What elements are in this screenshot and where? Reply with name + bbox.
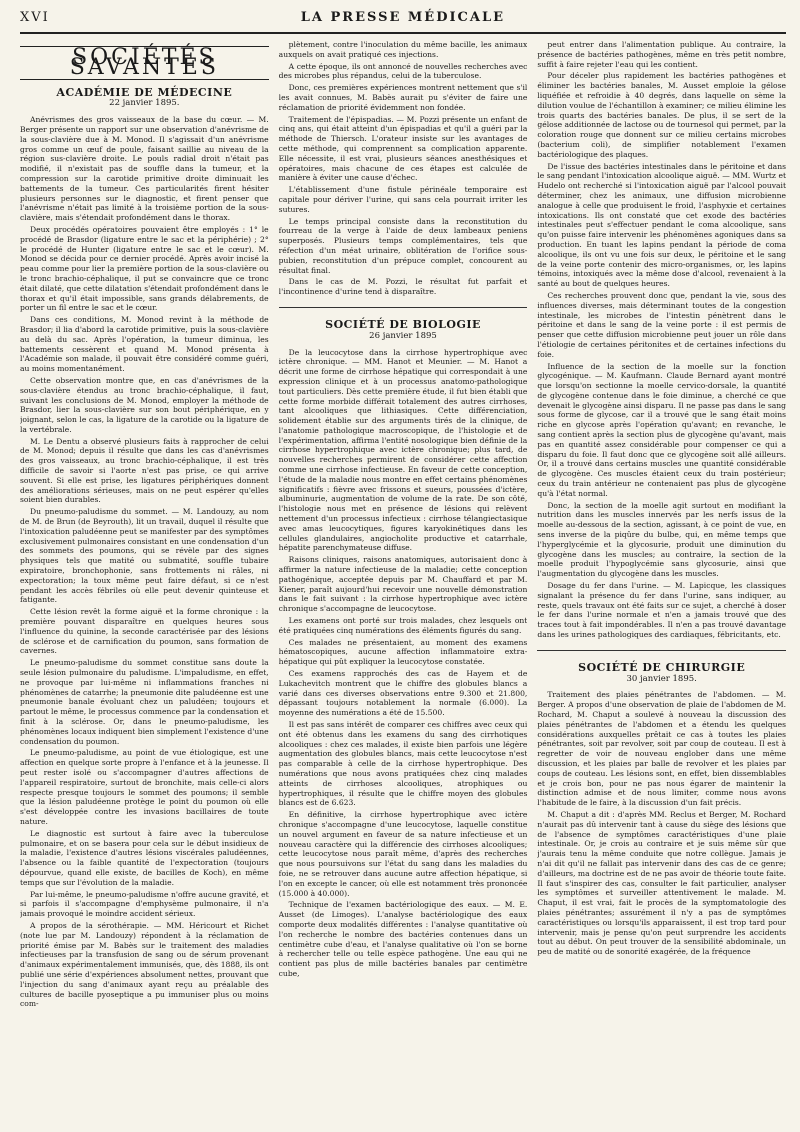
paragraph: M. Le Dentu a observé plusieurs faits à rapprocher de celui de M. Monod; depuis il résulte que dans les cas d'anévrismes des gros vaisseaux, au tronc brachio-céphalique, il est très difficile de savoir si l'aorte n'est pas prise, ce qui arrive souvent. Si elle est prise, les ligatures périphériques donnent des améliorations sérieuses, mais on ne peut espérer qu'elles soient bien durables. [20, 436, 269, 505]
paragraph: Pour déceler plus rapidement les bactéries pathogènes et éliminer les bactéries banales, M. Ausset emploie la gélose liquéfiée et refroidie à 40 degrés, dans laquelle on sème la dilution voulue de l'échantillon à examiner; ce milieu élimine les trois quarts des bactéries banales. De plus, il se sert de la gélose additionnée de lactose ou de tournesol qui permet, par la coloration rouge que donnent sur ce milieu certains microbes (bacterium coli), de simplifier notablement l'examen bactériologique des plaques. [537, 71, 787, 159]
paragraph: A propos de la sérothérapie. — MM. Héricourt et Richet (note lue par M. Landouzy) répondent à la réclamation de priorité émise par M. Babès sur le traitement des maladies infectieuses par la transfusion de sang ou de sérum provenant d'animaux expérimentalement immunisés, que, dès 1888, ils ont publié une série d'expériences absolument nettes, prouvant que l'injection du sang d'animaux ayant reçu au préalable des cultures de bacille pyoseptique a pu immuniser plus ou moins com- [20, 920, 269, 1009]
paragraph: Le pneumo-paludisme du sommet constitue sans doute la seule lésion pulmonaire du paludisme. L'impaludisme, en effet, ne provoque par lui-même ni inflammations franches ni phénomènes de catarrhe; la pneumonie dite paludéenne est une pneumonie banale évoluant chez un paludéen; toujours et partout le même, le processus commence par la condensation et finit à la sclérose. Or, dans le pneumo-paludisme, les phénomènes locaux indiquent bien simplement l'existence d'une condensation du poumon. [20, 658, 269, 746]
page-header [20, 10, 786, 34]
paragraph: Raisons cliniques, raisons anatomiques, autorisaient donc à affirmer la nature infectieuse de la maladie; cette conception pathogénique, acceptée depuis par M. Chauffard et par M. Kiener, paraît aujourd'hui recevoir une nouvelle démonstration dans le fait suivant : la cirrhose hypertrophique avec ictère chronique s'accompagne de leucocytose. [278, 555, 528, 614]
paragraph: Cette observation montre que, en cas d'anévrismes de la sous-clavière étendus au tronc brachio-céphalique, il faut, suivant les conclusions de M. Monod, employer la méthode de Brasdor, lier la sous-clavière sur son bout périphérique, en y joignant, selon le cas, la ligature de la carotide ou la ligature de la vertébrale. [20, 375, 269, 434]
paragraph: Technique de l'examen bactériologique des eaux. — M. E. Ausset (de Limoges). L'analyse bactériologique des eaux comporte deux modalités différentes : l'analyse quantitative où l'on recherche le nombre des bactéries contenues dans un centimètre cube d'eau, et l'analyse qualitative où l'on se borne à rechercher telle ou telle espèce pathogène. Une eau qui ne contient pas plus de mille bactéries banales par centimètre cube, [278, 900, 528, 978]
paragraph: De l'issue des bactéries intestinales dans le péritoine et dans le sang pendant l'intoxication alcoolique aiguë. — MM. Wurtz et Hudelo ont recherché si l'intoxication aiguë par l'alcool pouvait déterminer, chez les animaux, une diffusion microbienne analogue à celle que produisent le froid, l'asphyxie et certaines intoxications. Ils ont constaté que cet exode des bactéries intestinales peut s'effectuer pendant le coma alcoolique, sans qu'on puisse faire intervenir les phénomènes agoniques dans sa production. En tuant les lapins pendant la période de coma alcoolique, ils ont vu une fois sur deux, le péritoine et le sang de la veine porte contenir des micro-organismes, or, les lapins témoins, intoxiqués avec la même dose d'alcool, revenaient à la santé au bout de quelques heures. [537, 161, 787, 289]
academie-body [20, 115, 269, 1009]
biologie-section [279, 307, 528, 979]
chirurgie-section [537, 650, 786, 957]
column-2 [279, 40, 528, 1130]
paragraph: Donc, la section de la moelle agit surtout en modifiant la nutrition dans les muscles innervés par les nerfs issus de la moelle au-dessous de la section, agissant, à ce point de vue, en sens inverse de la piqûre du bulbe, qui, en même temps que l'hyperglycémie et la glycosurie, produit une diminution du glycogène dans les muscles; au contraire, la section de la moelle produit l'hypoglycémie sans glycosurie, ainsi que l'augmentation du glycogène dans les muscles. [537, 500, 787, 579]
paragraph: Du pneumo-paludisme du sommet. — M. Landouzy, au nom de M. de Brun (de Beyrouth), lit un travail, duquel il résulte que l'intoxication paludéenne peut se manifester par des symptômes exclusivement pulmonaires consistant en une condensation d'un des sommets des poumons, qui se révèle par des signes physiques tels que matité ou submatité, souffle tubaire expiratoire, bronchophonie, sans frottements ni râles, ni expectoration; la toux même peut faire défaut, si ce n'est pendant les accès fébriles où elle peut devenir quinteuse et fatigante. [20, 507, 269, 605]
paragraph: Ces recherches prouvent donc que, pendant la vie, sous des influences diverses, mais déterminant toutes de la congestion intestinale, les microbes de l'intestin pénètrent dans le péritoine et dans le sang de la veine porte : il est permis de penser que cette diffusion microbienne peut jouer un rôle dans l'étiologie de certaines péritonites et de certaines infections du foie. [537, 290, 787, 359]
paragraph: Anévrismes des gros vaisseaux de la base du cœur. — M. Berger présente un rapport sur une observation d'anévrisme de la sous-clavière due à M. Monod. Il s'agissait d'un anévrisme gros comme un œuf de poule, faisant saillie au niveau de la région sus-clavière droite. Le pouls radial droit n'était pas modifié, il n'existait pas de souffle dans la tumeur, et la compression sur la carotide primitive droite diminuait les battements de la tumeur. Ces particularités firent hésiter plusieurs personnes sur le diagnostic, et firent penser que l'anévrisme n'était pas limité à la troisième portion de la sous-clavière, mais s'étendait profondément dans le thorax. [20, 115, 269, 223]
paragraph: L'établissement d'une fistule périnéale temporaire est capitale pour dériver l'urine, qui sans cela pourrait irriter les sutures. [278, 185, 528, 214]
journal-title: LA PRESSE MÉDICALE [300, 10, 506, 25]
columns [20, 40, 786, 1130]
main-title: SOCIÉTÉS SAVANTES [20, 46, 269, 80]
page-number: XVI [20, 10, 50, 25]
paragraph: Influence de la section de la moelle sur la fonction glycogénique. — M. Kaufmann. Claude Bernard ayant montré que lorsqu'on sectionne la moelle cervico-dorsale, la quantité de glycogène contenue dans le foie diminue, a cherché ce que devenait le glycogène ainsi disparu. Il ne passe pas dans le sang sous forme de glycose, car il a trouvé que le sang était moins riche en glycose après l'opération qu'avant; en revanche, le sang contient après la section plus de glycogène qu'avant, mais pas en quantité assez considérable pour compenser ce qui a disparu du foie. Il faut donc que ce glycogène soit allé ailleurs. Or, il a trouvé dans certains muscles une quantité considérable de glycogène. Ces muscles étaient ceux du train postérieur; ceux du train antérieur ne contenaient pas plus de glycogène qu'à l'état normal. [537, 361, 787, 498]
paragraph: Cette lésion revêt la forme aiguë et la forme chronique : la première pouvant disparaître en quelques heures sous l'influence du quinine, la seconde caractérisée par des lésions de sclérose et de carnification du poumon, sans formation de cavernes. [20, 607, 269, 656]
paragraph: A cette époque, ils ont annoncé de nouvelles recherches avec des microbes plus répandus, celui de la tuberculose. [278, 61, 528, 81]
paragraph: En définitive, la cirrhose hypertrophique avec ictère chronique s'accompagne d'une leucocytose, laquelle constitue un nouvel argument en faveur de sa nature infectieuse et un nouveau caractère qui la différencie des cirrhoses alcooliques; cette leucocytose nous paraît même, d'après des recherches que nous poursuivons sur l'état du sang dans les maladies du foie, ne se retrouver dans aucune autre affection hépatique, si l'on en excepte le cancer, où elle est notamment très prononcée (15.000 à 40.000). [278, 810, 528, 898]
paragraph: Par lui-même, le pneumo-paludisme n'offre aucune gravité, et si parfois il s'accompagne d'emphysème pulmonaire, il n'a jamais provoqué le moindre accident sérieux. [20, 889, 269, 919]
paragraph: Ces malades ne présentaient, au moment des examens hématoscopiques, aucune affection inflammatoire extra-hépatique qui pût expliquer la leucocytose constatée. [278, 637, 528, 667]
paragraph: Ces examens rapprochés des cas de Hayem et de Lukachevitch montrent que le chiffre des globules blancs a varié dans ces diverses observations entre 9.300 et 21.800, dépassant toujours notablement la normale (6.000). La moyenne des numérations a été de 15.500. [278, 669, 528, 718]
academie-date: 22 janvier 1895. [109, 98, 180, 109]
paragraph: Le diagnostic est surtout à faire avec la tuberculose pulmonaire, et on se basera pour cela sur le début insidieux de la maladie, l'existence d'autres lésions viscérales paludéennes, l'absence ou la faible quantité de l'expectoration (toujours dépourvue, quand elle existe, de bacilles de Koch), en même temps que sur l'évolution de la maladie. [20, 828, 269, 887]
paragraph: M. Chaput a dit : d'après MM. Reclus et Berger, M. Rochard n'aurait pas dû intervenir tant à cause du siège des lésions que de l'absence de symptômes caractéristiques d'une plaie intestinale. Or, je crois au contraire et je suis même sûr que j'aurais tenu la même conduite que notre collègue. Jamais je n'ai dit qu'il ne fallait pas intervenir dans des cas de ce genre; d'ailleurs, ma doctrine est de ne pas avoir de théorie toute faite. Il faut s'inspirer des cas, consulter le fait particulier, analyser les symptômes et surveiller attentivement le malade. M. Chaput, il est vrai, fait le procès de la symptomatologie des plaies pénétrantes; assurément il n'y a pas de symptômes caractéristiques ou lorsqu'ils apparaissent, il est trop tard pour intervenir, mais je pense qu'on peut surprendre les accidents tout au début. On peut trouver de la sensibilité abdominale, un peu de matité ou de sonorité exagérée, de la fréquence [537, 809, 787, 957]
column-1 [20, 40, 269, 1130]
paragraph: Le temps principal consiste dans la reconstitution du fourreau de la verge à l'aide de deux lambeaux peniens superposés. Plusieurs temps complémentaires, tels que réfection d'un méat urinaire, oblitération de l'orifice sous-pubien, reconstitution d'un prépuce complet, concourent au résultat final. [278, 216, 528, 275]
paragraph: Il est pas sans intérêt de comparer ces chiffres avec ceux qui ont été obtenus dans les examens du sang des cirrhotiques alcooliques : chez ces malades, il existe bien parfois une légère augmentation des globules blancs, mais cette leucocytose n'est pas comparable à celle de la cirrhose hypertrophique. Des numérations que nous avons pratiquées chez cinq malades atteints de cirrhoses alcooliques, atrophiques ou hypertrophiques, il résulte que le chiffre moyen des globules blancs est de 6.623. [278, 720, 528, 808]
paragraph: Traitement des plaies pénétrantes de l'abdomen. — M. Berger. A propos d'une observation de plaie de l'abdomen de M. Rochard, M. Chaput a soulevé à nouveau la discussion des plaies pénétrantes de l'abdomen et a étendu les quelques considérations auxquelles prêtait ce cas à toutes les plaies pénétrantes, soit par revolver, soit par coup de couteau. Il est à regretter de voir de nouveau englober dans une même discussion, et les plaies par balle de revolver et les plaies par coups de couteau. Les lésions sont, en effet, bien dissemblables et je crois bon, pour ne pas nous égarer de maintenir la distinction admise et de nous limiter, comme nous avons l'habitude de le faire, à la discussion d'un fait précis. [537, 690, 787, 808]
column-3 [537, 40, 786, 1130]
paragraph: Donc, ces premières expériences montrent nettement que s'il les avait connues, M. Babès aurait pu s'éviter de faire une réclamation de priorité évidemment non fondée. [278, 83, 528, 112]
biologie-heading: SOCIÉTÉ DE BIOLOGIE [325, 317, 481, 331]
paragraph: Dans ces conditions, M. Monod revint à la méthode de Brasdor; il lia d'abord la carotide primitive, puis la sous-clavière au delà du sac. Après l'opération, la tumeur diminua, les battements cessèrent et quand M. Monod présenta à l'Académie son malade, il pouvait être considéré comme guéri, au moins momentanément. [20, 315, 269, 374]
paragraph: plètement, contre l'inoculation du même bacille, les animaux auxquels on avait pratiqué ces injections. [278, 40, 528, 59]
paragraph: peut entrer dans l'alimentation publique. Au contraire, la présence de bactéries pathogènes, même en très petit nombre, suffit à faire rejeter l'eau qui les contient. [537, 40, 787, 69]
paragraph: Dosage du fer dans l'urine. — M. Lapicque, les classiques signalant la présence du fer dans l'urine, sans indiquer, au reste, quels travaux ont été faits sur ce sujet, a cherché à doser le fer dans l'urine normale et n'en a jamais trouvé que des traces tout à fait impondérables. Il n'en a pas trouvé davantage dans les urines pathologiques des cardiaques, fébricitants, etc. [537, 581, 787, 640]
paragraph: Les examens ont porté sur trois malades, chez lesquels ont été pratiquées cinq numérations des éléments figurés du sang. [278, 616, 528, 635]
chirurgie-heading: SOCIÉTÉ DE CHIRURGIE [578, 660, 746, 674]
paragraph: Deux procédés opératoires pouvaient être employés : 1° le procédé de Brasdor (ligature entre le sac et la périphérie) ; 2° le procédé de Hunter (ligature entre le sac et le cœur). M. Monod se décida pour ce dernier procédé. Après avoir incisé la peau comme pour lier la première portion de la sous-clavière ou le tronc brachio-céphalique, il put se convaincre que ce tronc était dilaté, que cette dilatation s'étendait profondément dans le thorax et qu'il était impossible, sans grands délabrements, de porter un fil entre le sac et le cœur. [20, 224, 269, 313]
paragraph: De la leucocytose dans la cirrhose hypertrophique avec ictère chronique. — MM. Hanot et Meunier. — M. Hanot a décrit une forme de cirrhose hépatique qui correspondait à une expression clinique et à un processus anatomo-pathologique tout particuliers. Dès cette première étude, il fut bien établi que cette forme morbide différait totalement des autres cirrhoses, tant alcooliques que lithiasiques. Cette différenciation, solidement établie sur des arguments tirés de la clinique, de l'anatomie pathologique macroscopique, de l'histologie et de l'expérimentation, affirma l'entité nosologique bien définie de la cirrhose hypertrophique avec ictère chronique; plus tard, de nouvelles recherches permirent de considérer cette affection comme une cirrhose infectieuse. En faveur de cette conception, l'étude de la maladie nous montre en effet certains phénomènes significatifs : fièvre avec frissons et sueurs, poussées d'ictère, albuminurie, augmentation de volume de la rate. De son côté, l'histologie nous met en présence de lésions qui relèvent nettement d'un processus infectieux : cirrhose télangiectasique avec amas leucocytiques, figures karyokinétiques dans les cellules glandulaires, angiocholite productive et catarrhale, hépatite parenchymateuse diffuse. [278, 347, 528, 553]
chirurgie-date: 30 janvier 1895. [626, 673, 697, 684]
academie-heading: ACADÉMIE DE MÉDECINE [56, 85, 233, 99]
paragraph: Le pneumo-paludisme, au point de vue étiologique, est une affection en quelque sorte propre à l'enfance et à la jeunesse. Il peut rester isolé ou s'accompagner d'autres affections de l'appareil respiratoire, surtout de bronchite, mais celle-ci alors respecte presque toujours le sommet des poumons; il semble que la lésion paludéenne protège le point du poumon où elle s'est développée contre les invasions bacillaires de toute nature. [20, 748, 269, 826]
paragraph: Dans le cas de M. Pozzi, le résultat fut parfait et l'incontinence d'urine tend à disparaître. [278, 277, 528, 297]
biologie-date: 26 janvier 1895 [369, 330, 437, 341]
paragraph: Traitement de l'épispadias. — M. Pozzi présente un enfant de cinq ans, qui était atteint d'un épispadias et qu'il a guéri par la méthode de Thiersch. L'orateur insiste sur les avantages de cette méthode, qui comprennent sa complication apparente. Elle nécessite, il est vrai, plusieurs séances anesthésiques et opératoires, mais chacune de ces étapes est calculée de manière à éviter une cause d'échec. [278, 114, 528, 183]
